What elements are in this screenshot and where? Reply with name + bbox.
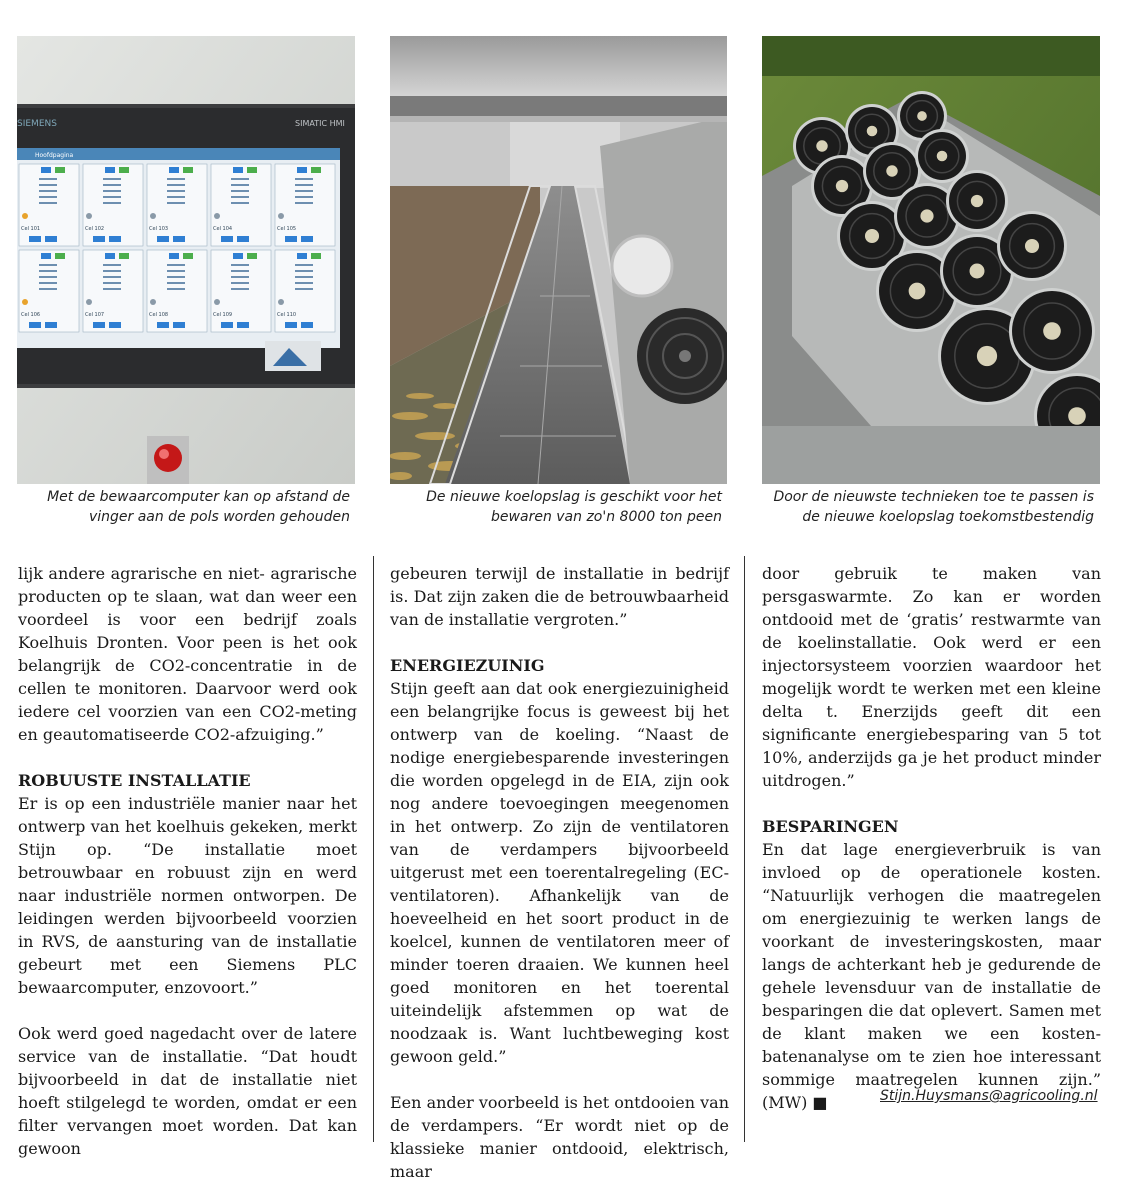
hmi-tab: Hoofdpagina xyxy=(35,152,74,159)
condenser-fan xyxy=(1009,288,1095,374)
photo-cold-storage-walkway xyxy=(390,36,727,484)
hmi-cell-top-5 xyxy=(275,164,335,246)
photo-hmi-panel xyxy=(17,36,355,484)
hmi-cell-top-1 xyxy=(19,164,79,246)
col1-paragraph-3: Ook werd goed nagedacht over de latere service van de installatie. “Dat houdt bijvoorbeeld in dat de installatie niet hoeft stilgelegd te worden, omdat er een filter vervangen moet worden. Dat kan gewoon xyxy=(18,1024,357,1158)
hmi-model: SIMATIC HMI xyxy=(295,119,345,128)
hmi-cell-label: Cel 108 xyxy=(149,312,169,318)
hmi-cell-label: Cel 106 xyxy=(21,312,41,318)
col1-paragraph-2: Er is op een industriële manier naar het ontwerp van het koelhuis gekeken, merkt Stijn op. “De installatie moet betrouwbaar en robuust zijn en werd naar industriële normen ontworpen. De leidingen werden bijvoorbeeld voorzien in RVS, de aansturing van de installatie gebeurt met een Siemens PLC bewaarcomputer, enzovoort.” xyxy=(18,794,357,997)
col2-paragraph-2: Stijn geeft aan dat ook energiezuinigheid een belangrijke focus is geweest bij het ontwerp van de koeling. “Naast de nodige energiebesparende investeringen die worden opgelegd in de EIA, zijn ook nog andere toevoegingen meegenomen in het ontwerp. Zo zijn de ventilatoren van de verdampers bijvoorbeeld uitgerust met een toerentalregeling (EC-ventilatoren). Afhankelijk van de hoeveelheid en het soort product in de koelcel, kunnen de ventilatoren meer of minder toeren draaien. We kunnen heel goed monitoren en het toerental uiteindelijk afstemmen op wat de noodzaak is. Want luchtbeweging kost gewoon geld.” xyxy=(390,679,729,1066)
end-mark: ■ xyxy=(812,1093,828,1112)
col2-paragraph-1: gebeuren terwijl de installatie in bedrijf is. Dat zijn zaken die de betrouwbaarheid van de installatie vergroten.” xyxy=(390,564,729,629)
hmi-cell-bottom-1 xyxy=(19,250,79,332)
hmi-cell-label: Cel 103 xyxy=(149,226,169,232)
hmi-cell-bottom-4 xyxy=(211,250,271,332)
condenser-fan xyxy=(997,211,1067,281)
hmi-cell-label: Cel 109 xyxy=(213,312,233,318)
hmi-cell-label: Cel 102 xyxy=(85,226,105,232)
col3-paragraph-2-text: En dat lage energieverbruik is van invloed op de operationele kosten. “Natuurlijk verhogen die maatregelen om energiezuinig te werken langs de voorkant de investeringskosten, maar langs de achterkant heb je gedurende de gehele levensduur van de installatie de besparingen die dat oplevert. Samen met de klant maken we een kosten-batenanalyse om te zien hoe interessant sommige maatregelen kunnen zijn.” (MW) xyxy=(762,840,1101,1112)
caption-photo-3: Door de nieuwste technieken toe te passen is de nieuwe koelopslag toekomstbestendig xyxy=(773,489,1094,525)
column-rule-1 xyxy=(373,556,374,1142)
hmi-cell-top-3 xyxy=(147,164,207,246)
hmi-cell-label: Cel 107 xyxy=(85,312,105,318)
col2-paragraph-3: Een ander voorbeeld is het ontdooien van de verdampers. “Er wordt niet op de klassieke manier ontdooid, elektrisch, maar xyxy=(390,1093,729,1181)
hmi-cell-bottom-5 xyxy=(275,250,335,332)
hmi-brand: SIEMENS xyxy=(17,119,57,129)
condenser-fan xyxy=(946,170,1008,232)
hmi-cell-label: Cel 101 xyxy=(21,226,41,232)
col3-paragraph-2 xyxy=(762,838,1101,1114)
hmi-cell-label: Cel 104 xyxy=(213,226,233,232)
heading-energiezuinig: ENERGIEZUINIG xyxy=(390,656,545,675)
column-rule-2 xyxy=(744,556,745,1142)
author-email-link[interactable]: Stijn.Huysmans@agricooling.nl xyxy=(880,1088,1098,1104)
heading-robuuste-installatie: ROBUUSTE INSTALLATIE xyxy=(18,771,251,790)
hmi-cell-label: Cel 105 xyxy=(277,226,297,232)
col3-paragraph-1: door gebruik te maken van persgaswarmte. Zo kan er worden ontdooid met de ‘gratis’ restwarmte van de koelinstallatie. Ook werd er een injectorsysteem voorzien waardoor het mogelijk wordt te werken met een kleine delta t. Enerzijds geeft dit een significante energiebesparing van 5 tot 10%, anderzijds ga je het product minder uitdrogen.” xyxy=(762,564,1101,790)
article-column-1 xyxy=(18,562,357,1160)
hmi-cell-top-4 xyxy=(211,164,271,246)
heading-besparingen: BESPARINGEN xyxy=(762,817,899,836)
article-column-2 xyxy=(390,562,729,1183)
hmi-cell-bottom-3 xyxy=(147,250,207,332)
hmi-cell-bottom-2 xyxy=(83,250,143,332)
caption-photo-1: Met de bewaarcomputer kan op afstand de vinger aan de pols worden gehouden xyxy=(47,489,350,525)
photo-condenser-fans xyxy=(762,36,1100,484)
col1-paragraph-1: lijk andere agrarische en niet- agrarische producten op te slaan, wat dan weer een voordeel is voor een bedrijf zoals Koelhuis Dronten. Voor peen is het ook belangrijk de CO2-concentratie in de cellen te monitoren. Daarvoor werd ook iedere cel voorzien van een CO2-meting en geautomatiseerde CO2-afzuiging.” xyxy=(18,564,357,744)
article-column-3 xyxy=(762,562,1101,1114)
hmi-cell-label: Cel 110 xyxy=(277,312,297,318)
caption-photo-2: De nieuwe koelopslag is geschikt voor het bewaren van zo'n 8000 ton peen xyxy=(426,489,722,525)
hmi-cell-top-2 xyxy=(83,164,143,246)
